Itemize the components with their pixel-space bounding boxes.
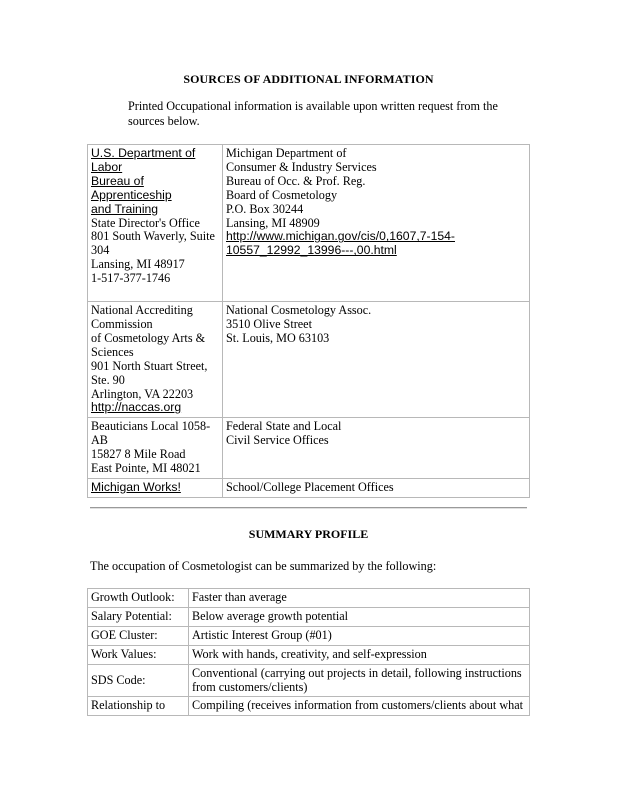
profile-value xyxy=(189,664,530,697)
summary-profile-table xyxy=(87,588,530,716)
address-line: of Cosmetology Arts & xyxy=(91,330,206,345)
naccas-link[interactable]: http://naccas.org xyxy=(91,400,182,415)
profile-value-line: Conventional (carrying out projects in detail, following instructions xyxy=(192,665,522,680)
sources-heading: SOURCES OF ADDITIONAL INFORMATION xyxy=(183,72,434,86)
table-row xyxy=(88,645,530,664)
table-row xyxy=(88,697,530,716)
address-line: National Cosmetology Assoc. xyxy=(226,303,372,318)
table-row xyxy=(88,589,530,608)
bureau-apprenticeship-link-line[interactable]: and Training xyxy=(91,201,159,216)
table-row xyxy=(88,478,530,497)
source-civil-service xyxy=(223,418,530,479)
address-line: Consumer & Industry Services xyxy=(226,159,377,174)
table-row xyxy=(88,664,530,697)
us-dol-link-line[interactable]: Labor xyxy=(91,159,123,174)
address-line: Civil Service Offices xyxy=(226,433,329,448)
spacer xyxy=(91,286,219,299)
address-line: St. Louis, MO 63103 xyxy=(226,330,330,345)
summary-intro: The occupation of Cosmetologist can be summarized by the following: xyxy=(90,559,437,573)
table-row xyxy=(88,302,530,418)
address-line: Ste. 90 xyxy=(91,372,125,387)
address-line: Bureau of Occ. & Prof. Reg. xyxy=(226,173,366,188)
profile-value: Below average growth potential xyxy=(189,607,530,626)
address-line: Sciences xyxy=(91,344,134,359)
address-line: 801 South Waverly, Suite xyxy=(91,229,215,244)
sources-intro: Printed Occupational information is available upon written request from the sources below. xyxy=(128,99,498,128)
table-row xyxy=(88,145,530,302)
table-row xyxy=(88,418,530,479)
address-line: 304 xyxy=(91,243,110,258)
profile-key: SDS Code: xyxy=(88,664,189,697)
address-line: AB xyxy=(91,433,108,448)
profile-value: Work with hands, creativity, and self-expression xyxy=(189,645,530,664)
address-line: National Accrediting xyxy=(91,303,193,318)
us-dol-link-line[interactable]: U.S. Department of xyxy=(91,146,196,160)
section-divider xyxy=(90,507,527,509)
michigan-url-link[interactable]: 10557_12992_13996---,00.html xyxy=(226,243,397,258)
michigan-url-link[interactable]: http://www.michigan.gov/cis/0,1607,7-154- xyxy=(226,229,455,244)
phone-line: 1-517-377-1746 xyxy=(91,271,171,286)
address-line: Michigan Department of xyxy=(226,146,347,160)
profile-key: GOE Cluster: xyxy=(88,626,189,645)
profile-value: Compiling (receives information from customers/clients about what xyxy=(189,697,530,716)
source-beauticians-local xyxy=(88,418,223,479)
bureau-apprenticeship-link-line[interactable]: Apprenticeship xyxy=(91,187,172,202)
profile-key: Relationship to xyxy=(88,697,189,716)
profile-key: Salary Potential: xyxy=(88,607,189,626)
sources-table xyxy=(87,144,530,498)
profile-value: Artistic Interest Group (#01) xyxy=(189,626,530,645)
profile-key: Work Values: xyxy=(88,645,189,664)
address-line: Lansing, MI 48909 xyxy=(226,215,320,230)
source-michigan-department xyxy=(223,145,530,302)
source-us-department-of-labor xyxy=(88,145,223,302)
address-line: Board of Cosmetology xyxy=(226,187,338,202)
address-line: East Pointe, MI 48021 xyxy=(91,461,201,476)
address-line: State Director's Office xyxy=(91,215,200,230)
profile-key: Growth Outlook: xyxy=(88,589,189,608)
address-line: Federal State and Local xyxy=(226,419,342,434)
address-line: Lansing, MI 48917 xyxy=(91,257,185,272)
profile-value-line: from customers/clients) xyxy=(192,679,308,694)
source-placement-offices: School/College Placement Offices xyxy=(223,478,530,497)
michigan-works-link[interactable]: Michigan Works! xyxy=(91,479,181,494)
address-line: Commission xyxy=(91,316,153,331)
summary-heading: SUMMARY PROFILE xyxy=(248,527,369,541)
address-line: Beauticians Local 1058- xyxy=(91,419,211,434)
address-line: Arlington, VA 22203 xyxy=(91,386,194,401)
table-row xyxy=(88,607,530,626)
address-line: 15827 8 Mile Road xyxy=(91,447,186,462)
source-naccas xyxy=(88,302,223,418)
address-line: 901 North Stuart Street, xyxy=(91,358,208,373)
bureau-apprenticeship-link-line[interactable]: Bureau of xyxy=(91,173,144,188)
table-row xyxy=(88,626,530,645)
address-line: P.O. Box 30244 xyxy=(226,201,304,216)
profile-value: Faster than average xyxy=(189,589,530,608)
source-michigan-works xyxy=(88,478,223,497)
source-national-cosmetology-assoc xyxy=(223,302,530,418)
address-line: 3510 Olive Street xyxy=(226,316,312,331)
